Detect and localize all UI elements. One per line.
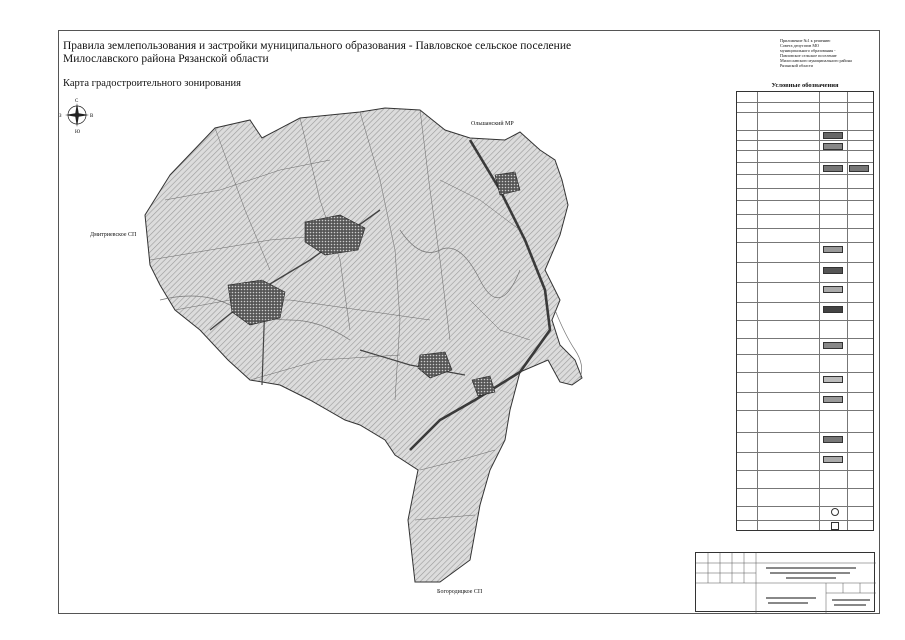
compass-letter-w: З [59,114,62,119]
neighbor-label-south: Богородицкое СП [437,589,483,595]
title-block-stamp [695,552,875,612]
compass-rose [59,99,94,135]
legend-row [737,452,873,453]
legend-symbol [831,508,839,516]
legend-row [737,228,873,229]
note-line: Милославского муниципального района [780,58,852,63]
legend-title: Условные обозначения [771,82,839,89]
legend-swatch [823,342,843,349]
legend-swatch [823,456,843,463]
legend-row [737,488,873,489]
legend-swatch [823,132,843,139]
map-subtitle: Карта градостроительного зонирования [63,78,241,89]
legend-swatch [823,306,843,313]
legend-row [737,302,873,303]
note-line: муниципального образования - [780,48,836,53]
legend-row [737,470,873,471]
legend-swatch [823,436,843,443]
note-line: Павловское сельское поселение [780,53,837,58]
legend-row [737,188,873,189]
compass-letter-e: В [90,114,94,119]
legend-row [737,410,873,411]
legend-symbol [831,522,839,530]
legend-row [737,214,873,215]
legend-column-divider [847,92,848,530]
note-line: Совета депутатов МО [780,43,820,48]
legend-row [737,174,873,175]
title-block-grid [696,553,876,613]
legend-row [737,200,873,201]
legend-row [737,392,873,393]
legend-swatch [823,396,843,403]
legend-swatch [823,143,843,150]
legend-row [737,150,873,151]
legend-row [737,338,873,339]
legend-row [737,112,873,113]
map-title-line-1: Правила землепользования и застройки муниципального образования - Павловское сельское поселение [63,40,572,52]
legend-swatch [823,246,843,253]
note-line: Рязанской области [780,63,813,68]
legend-row [737,140,873,141]
legend-row [737,432,873,433]
legend-swatch [823,267,843,274]
legend-row [737,262,873,263]
neighbor-label-north: Ольшанский МР [471,121,514,127]
legend-swatch [823,165,843,172]
legend-row [737,102,873,103]
legend-swatch [823,376,843,383]
legend-row [737,242,873,243]
legend-row [737,506,873,507]
note-line: Приложение №1 к решению [780,38,831,43]
legend-table [736,91,874,531]
legend-column-divider [757,92,758,530]
compass-letter-s: Ю [75,130,81,135]
compass-letter-n: С [75,99,79,104]
legend-swatch [849,165,869,172]
legend-row [737,130,873,131]
legend-row [737,354,873,355]
legend-row [737,162,873,163]
legend-row [737,372,873,373]
legend-swatch [823,286,843,293]
legend-row [737,282,873,283]
map-title-line-2: Милославского района Рязанской области [63,53,269,65]
legend-row [737,520,873,521]
legend-row [737,320,873,321]
legend-column-divider [819,92,820,530]
neighbor-label-west: Дмитриевское СП [90,232,137,238]
